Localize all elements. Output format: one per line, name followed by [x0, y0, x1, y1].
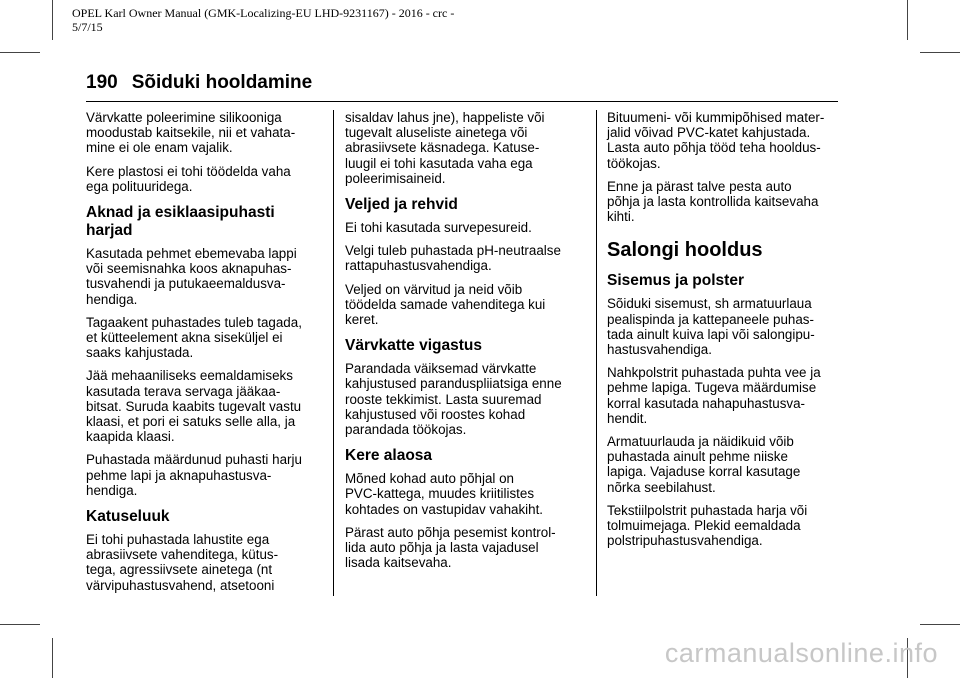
heading-wheels: Veljed ja rehvid — [345, 196, 458, 214]
crop-mark — [0, 52, 40, 53]
column-divider — [596, 110, 597, 596]
paragraph: Veljed on värvitud ja neid võib töödelda samade vahenditega kui keret. — [345, 281, 546, 328]
crop-mark — [52, 0, 53, 40]
header-rule — [86, 101, 838, 102]
crop-mark — [907, 0, 908, 40]
paragraph: Nahkpolstrit puhastada puhta vee ja pehme lapiga. Tugeva määrdumise korral kasutada nahapuhastusva- hendit. — [607, 365, 821, 426]
paragraph: Ei tohi kasutada survepesureid. — [345, 220, 532, 236]
heading-roof: Katuseluuk — [86, 508, 170, 526]
paragraph: Mõned kohad auto põhjal on PVC-kattega, muudes kriitilistes kohtades on vastupidav vahakiht. — [345, 471, 544, 517]
paragraph: Värvkatte poleerimine silikooniga moodustab kaitsekile, nii et vahata- mine ei ole enam vajalik. — [86, 110, 296, 156]
column-1 — [86, 110, 326, 601]
heading-interior-upholstery: Sisemus ja polster — [607, 272, 744, 290]
paragraph: Bituumeni- või kummipõhised mater- jalid võivad PVC-katet kahjustada. Lasta auto põhja tööd teha hooldus- töökojas. — [607, 110, 825, 171]
heading-underbody: Kere alaosa — [345, 447, 433, 465]
heading-windows: Aknad ja esiklaasipuhasti harjad — [86, 204, 275, 240]
column-3 — [607, 110, 847, 556]
paragraph: Enne ja pärast talve pesta auto põhja ja lasta kontrollida kaitsevaha kihti. — [607, 178, 819, 225]
crop-mark — [920, 52, 960, 53]
paragraph: Tagaakent puhastades tuleb tagada, et kütteelement akna siseküljel ei saaks kahjustada. — [86, 314, 302, 361]
paragraph: Tekstiilpolstrit puhastada harja või tolmuimejaga. Plekid eemaldada polstripuhastusvahendiga. — [607, 502, 808, 549]
crop-mark — [52, 638, 53, 678]
paragraph: Sõiduki sisemust, sh armatuurlaua pealispinda ja kattepaneele puhas- tada ainult kuiva lapi või salongipu- hastusvahendiga. — [607, 296, 815, 358]
column-divider — [333, 110, 334, 596]
paragraph: Kere plastosi ei tohi töödelda vaha ega polituuridega. — [86, 163, 291, 194]
paragraph: sisaldav lahus jne), happeliste või tugevalt aluseliste ainetega või abrasiivsete käsnadega. Katuse- luugil ei tohi kasutada vaha ega poleerimisaineid. — [345, 110, 545, 186]
paragraph: Pärast auto põhja pesemist kontrol- lida auto põhja ja lasta vajadusel lisada kaitsevaha. — [345, 524, 556, 571]
crop-mark — [920, 624, 960, 625]
paragraph: Ei tohi puhastada lahustite ega abrasiivsete vahenditega, kütus- tega, agressiivsete ainetega (nt värvipuhastusvahend, atsetooni — [86, 532, 279, 593]
paragraph: Armatuurlauda ja näidikuid võib puhastada ainult pehme niiske lapiga. Vajaduse korral kasutage nõrka seebilahust. — [607, 434, 801, 495]
page-header — [86, 72, 312, 94]
document-info: OPEL Karl Owner Manual (GMK-Localizing-EU LHD-9231167) - 2016 - crc - 5/7/15 — [72, 6, 455, 34]
paragraph: Kasutada pehmet ebemevaba lappi või seemisnahka koos aknapuhas- tusvahendi ja putukaeemaldusva- hendiga. — [86, 246, 297, 307]
watermark: carmanualsonline.info — [664, 638, 938, 668]
page-number: 190 — [86, 72, 118, 93]
paragraph: Parandada väiksemad värvkatte kahjustused paranduspliiatsiga enne rooste tekkimist. Lasta suuremad kahjustused või roostes kohad parandada töökojas. — [345, 361, 562, 438]
paragraph: Jää mehaaniliseks eemaldamiseks kasutada terava servaga jääkaa- bitsat. Suruda kaabits tugevalt vastu klaasi, et pori ei satuks selle alla, ja kaapida klaasi. — [86, 368, 302, 445]
column-2 — [345, 110, 585, 578]
crop-mark — [0, 624, 40, 625]
paragraph: Puhastada määrdunud puhasti harju pehme lapi ja aknapuhastusva- hendiga. — [86, 452, 302, 498]
heading-paint-damage: Värvkatte vigastus — [345, 337, 482, 355]
section-title: Sõiduki hooldamine — [131, 72, 313, 93]
paragraph: Velgi tuleb puhastada pH-neutraalse rattapuhastusvahendiga. — [345, 243, 561, 274]
heading-interior-care: Salongi hooldus — [607, 239, 763, 262]
